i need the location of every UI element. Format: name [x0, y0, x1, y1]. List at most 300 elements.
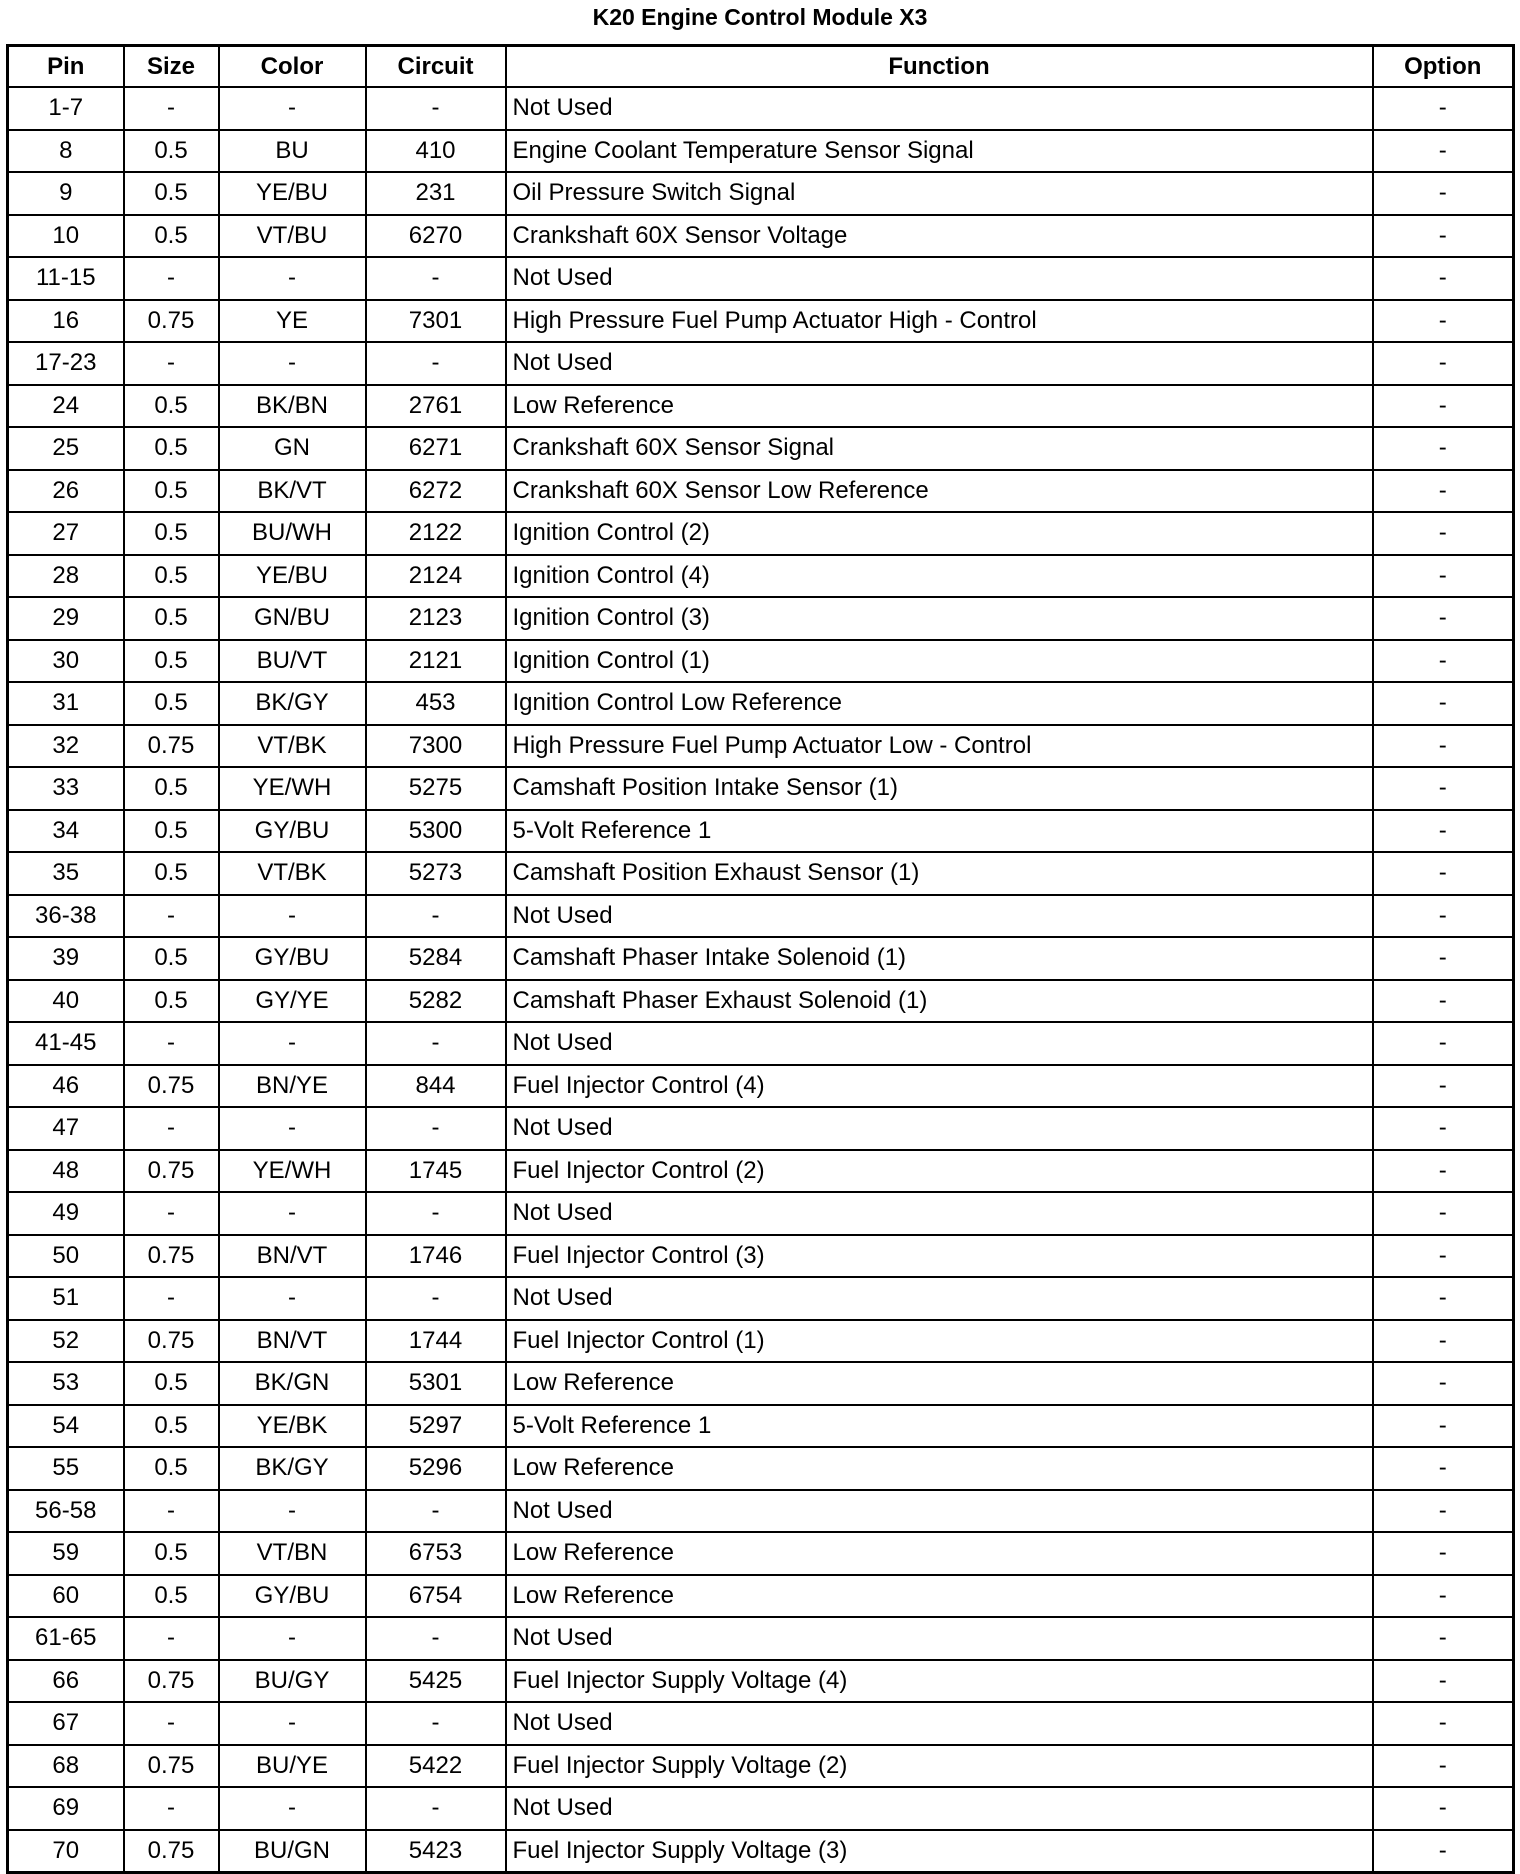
cell-option: - — [1373, 1660, 1514, 1703]
cell-circuit: 5296 — [366, 1447, 506, 1490]
cell-option: - — [1373, 725, 1514, 768]
header-circuit: Circuit — [366, 46, 506, 88]
cell-option: - — [1373, 1702, 1514, 1745]
cell-circuit: - — [366, 1107, 506, 1150]
cell-color: - — [219, 895, 366, 938]
cell-option: - — [1373, 767, 1514, 810]
table-row — [8, 87, 1514, 130]
cell-size: 0.5 — [124, 597, 219, 640]
table-row — [8, 1065, 1514, 1108]
cell-pin: 26 — [8, 470, 124, 513]
cell-color: GY/BU — [219, 937, 366, 980]
cell-option: - — [1373, 87, 1514, 130]
table-row — [8, 725, 1514, 768]
cell-pin: 69 — [8, 1787, 124, 1830]
cell-color: VT/BK — [219, 852, 366, 895]
table-row — [8, 300, 1514, 343]
cell-function: Camshaft Position Exhaust Sensor (1) — [506, 852, 1373, 895]
cell-circuit: 7301 — [366, 300, 506, 343]
cell-function: Low Reference — [506, 1532, 1373, 1575]
cell-size: 0.75 — [124, 1065, 219, 1108]
cell-size: 0.75 — [124, 725, 219, 768]
cell-circuit: 2124 — [366, 555, 506, 598]
cell-pin: 31 — [8, 682, 124, 725]
cell-pin: 25 — [8, 427, 124, 470]
cell-circuit: 5422 — [366, 1745, 506, 1788]
cell-circuit: 844 — [366, 1065, 506, 1108]
table-row — [8, 1022, 1514, 1065]
cell-size: - — [124, 1490, 219, 1533]
cell-size: - — [124, 1702, 219, 1745]
cell-option: - — [1373, 682, 1514, 725]
cell-option: - — [1373, 1532, 1514, 1575]
cell-option: - — [1373, 1447, 1514, 1490]
cell-color: BU — [219, 130, 366, 173]
cell-option: - — [1373, 1065, 1514, 1108]
cell-function: Ignition Control (3) — [506, 597, 1373, 640]
cell-pin: 39 — [8, 937, 124, 980]
cell-option: - — [1373, 937, 1514, 980]
table-row — [8, 810, 1514, 853]
cell-option: - — [1373, 342, 1514, 385]
cell-pin: 35 — [8, 852, 124, 895]
cell-color: - — [219, 342, 366, 385]
cell-option: - — [1373, 1745, 1514, 1788]
cell-pin: 9 — [8, 172, 124, 215]
cell-pin: 17-23 — [8, 342, 124, 385]
cell-option: - — [1373, 810, 1514, 853]
header-color: Color — [219, 46, 366, 88]
cell-pin: 70 — [8, 1830, 124, 1873]
cell-color: VT/BU — [219, 215, 366, 258]
table-row — [8, 1150, 1514, 1193]
cell-function: Oil Pressure Switch Signal — [506, 172, 1373, 215]
cell-function: 5-Volt Reference 1 — [506, 1405, 1373, 1448]
cell-color: GY/YE — [219, 980, 366, 1023]
cell-option: - — [1373, 1192, 1514, 1235]
table-row — [8, 130, 1514, 173]
table-row — [8, 257, 1514, 300]
cell-color: BU/WH — [219, 512, 366, 555]
cell-color: YE/WH — [219, 1150, 366, 1193]
table-row — [8, 980, 1514, 1023]
cell-color: YE — [219, 300, 366, 343]
cell-pin: 16 — [8, 300, 124, 343]
cell-color: BK/BN — [219, 385, 366, 428]
cell-option: - — [1373, 597, 1514, 640]
cell-pin: 50 — [8, 1235, 124, 1278]
cell-size: 0.5 — [124, 767, 219, 810]
cell-color: YE/BK — [219, 1405, 366, 1448]
cell-circuit: - — [366, 1277, 506, 1320]
cell-circuit: 5284 — [366, 937, 506, 980]
cell-option: - — [1373, 300, 1514, 343]
cell-pin: 51 — [8, 1277, 124, 1320]
cell-function: Camshaft Phaser Intake Solenoid (1) — [506, 937, 1373, 980]
cell-size: 0.5 — [124, 427, 219, 470]
cell-option: - — [1373, 470, 1514, 513]
table-row — [8, 555, 1514, 598]
cell-size: 0.5 — [124, 470, 219, 513]
cell-function: Ignition Control (1) — [506, 640, 1373, 683]
cell-pin: 40 — [8, 980, 124, 1023]
cell-circuit: 6271 — [366, 427, 506, 470]
cell-pin: 1-7 — [8, 87, 124, 130]
cell-option: - — [1373, 130, 1514, 173]
cell-circuit: 6272 — [366, 470, 506, 513]
cell-option: - — [1373, 1022, 1514, 1065]
cell-size: - — [124, 87, 219, 130]
cell-function: Not Used — [506, 1022, 1373, 1065]
cell-function: Not Used — [506, 895, 1373, 938]
cell-size: 0.5 — [124, 385, 219, 428]
cell-size: 0.5 — [124, 215, 219, 258]
cell-function: Not Used — [506, 1787, 1373, 1830]
cell-color: BU/GN — [219, 1830, 366, 1873]
cell-option: - — [1373, 1150, 1514, 1193]
cell-pin: 34 — [8, 810, 124, 853]
cell-option: - — [1373, 172, 1514, 215]
header-pin: Pin — [8, 46, 124, 88]
cell-circuit: 5297 — [366, 1405, 506, 1448]
cell-pin: 67 — [8, 1702, 124, 1745]
cell-function: Not Used — [506, 87, 1373, 130]
cell-function: Crankshaft 60X Sensor Voltage — [506, 215, 1373, 258]
cell-function: Fuel Injector Supply Voltage (2) — [506, 1745, 1373, 1788]
table-row — [8, 1617, 1514, 1660]
cell-circuit: 2123 — [366, 597, 506, 640]
cell-size: 0.5 — [124, 852, 219, 895]
table-row — [8, 1490, 1514, 1533]
cell-function: Not Used — [506, 257, 1373, 300]
cell-circuit: - — [366, 1787, 506, 1830]
cell-option: - — [1373, 1490, 1514, 1533]
cell-color: BN/VT — [219, 1235, 366, 1278]
table-row — [8, 1702, 1514, 1745]
cell-size: - — [124, 342, 219, 385]
cell-pin: 60 — [8, 1575, 124, 1618]
cell-pin: 54 — [8, 1405, 124, 1448]
table-row — [8, 682, 1514, 725]
cell-size: 0.75 — [124, 1320, 219, 1363]
cell-color: BU/VT — [219, 640, 366, 683]
cell-function: Crankshaft 60X Sensor Signal — [506, 427, 1373, 470]
cell-option: - — [1373, 895, 1514, 938]
cell-function: Ignition Control Low Reference — [506, 682, 1373, 725]
cell-pin: 29 — [8, 597, 124, 640]
cell-circuit: 5301 — [366, 1362, 506, 1405]
cell-size: 0.5 — [124, 1447, 219, 1490]
table-title: K20 Engine Control Module X3 — [592, 4, 928, 30]
cell-option: - — [1373, 215, 1514, 258]
cell-function: Not Used — [506, 1277, 1373, 1320]
table-row — [8, 470, 1514, 513]
table-row — [8, 342, 1514, 385]
table-row — [8, 640, 1514, 683]
cell-function: Not Used — [506, 1702, 1373, 1745]
cell-circuit: 5273 — [366, 852, 506, 895]
cell-circuit: 1746 — [366, 1235, 506, 1278]
header-function: Function — [506, 46, 1373, 88]
cell-circuit: - — [366, 87, 506, 130]
cell-circuit: 2761 — [366, 385, 506, 428]
cell-color: BK/GN — [219, 1362, 366, 1405]
cell-circuit: 7300 — [366, 725, 506, 768]
cell-size: 0.5 — [124, 1532, 219, 1575]
cell-size: 0.75 — [124, 1150, 219, 1193]
table-row — [8, 1830, 1514, 1873]
cell-circuit: 1745 — [366, 1150, 506, 1193]
cell-color: - — [219, 1490, 366, 1533]
table-body — [8, 87, 1514, 1873]
cell-color: VT/BK — [219, 725, 366, 768]
cell-function: Fuel Injector Supply Voltage (3) — [506, 1830, 1373, 1873]
cell-circuit: 2121 — [366, 640, 506, 683]
cell-function: Not Used — [506, 1617, 1373, 1660]
table-row — [8, 1320, 1514, 1363]
table-row — [8, 1235, 1514, 1278]
cell-color: YE/WH — [219, 767, 366, 810]
cell-color: BN/VT — [219, 1320, 366, 1363]
cell-option: - — [1373, 512, 1514, 555]
cell-option: - — [1373, 1830, 1514, 1873]
cell-function: Fuel Injector Control (3) — [506, 1235, 1373, 1278]
cell-color: GY/BU — [219, 810, 366, 853]
cell-size: 0.75 — [124, 1660, 219, 1703]
cell-color: GN/BU — [219, 597, 366, 640]
cell-pin: 36-38 — [8, 895, 124, 938]
cell-circuit: 231 — [366, 172, 506, 215]
cell-size: 0.75 — [124, 300, 219, 343]
cell-circuit: 2122 — [366, 512, 506, 555]
cell-function: Low Reference — [506, 1447, 1373, 1490]
cell-circuit: - — [366, 257, 506, 300]
cell-circuit: - — [366, 895, 506, 938]
cell-size: 0.5 — [124, 810, 219, 853]
cell-size: - — [124, 895, 219, 938]
cell-option: - — [1373, 980, 1514, 1023]
cell-circuit: - — [366, 1192, 506, 1235]
table-row — [8, 215, 1514, 258]
table-row — [8, 895, 1514, 938]
cell-pin: 41-45 — [8, 1022, 124, 1065]
cell-option: - — [1373, 1575, 1514, 1618]
cell-size: 0.5 — [124, 1362, 219, 1405]
table-row — [8, 852, 1514, 895]
cell-option: - — [1373, 385, 1514, 428]
cell-size: 0.75 — [124, 1745, 219, 1788]
cell-circuit: 5423 — [366, 1830, 506, 1873]
cell-function: Fuel Injector Supply Voltage (4) — [506, 1660, 1373, 1703]
cell-color: - — [219, 87, 366, 130]
cell-pin: 24 — [8, 385, 124, 428]
cell-color: - — [219, 1022, 366, 1065]
cell-circuit: 5275 — [366, 767, 506, 810]
cell-size: - — [124, 257, 219, 300]
cell-size: 0.5 — [124, 640, 219, 683]
cell-function: Not Used — [506, 1192, 1373, 1235]
cell-circuit: 6753 — [366, 1532, 506, 1575]
cell-size: 0.5 — [124, 512, 219, 555]
cell-option: - — [1373, 640, 1514, 683]
cell-option: - — [1373, 1277, 1514, 1320]
cell-size: - — [124, 1107, 219, 1150]
cell-circuit: 6754 — [366, 1575, 506, 1618]
cell-option: - — [1373, 1362, 1514, 1405]
cell-color: GY/BU — [219, 1575, 366, 1618]
cell-circuit: - — [366, 1022, 506, 1065]
cell-size: 0.75 — [124, 1235, 219, 1278]
cell-function: Crankshaft 60X Sensor Low Reference — [506, 470, 1373, 513]
cell-function: Camshaft Position Intake Sensor (1) — [506, 767, 1373, 810]
table-row — [8, 512, 1514, 555]
cell-function: Low Reference — [506, 1575, 1373, 1618]
cell-option: - — [1373, 1405, 1514, 1448]
table-row — [8, 597, 1514, 640]
table-row — [8, 1107, 1514, 1150]
cell-size: 0.5 — [124, 682, 219, 725]
cell-circuit: 5282 — [366, 980, 506, 1023]
cell-pin: 11-15 — [8, 257, 124, 300]
cell-pin: 56-58 — [8, 1490, 124, 1533]
cell-color: - — [219, 1107, 366, 1150]
cell-function: Fuel Injector Control (2) — [506, 1150, 1373, 1193]
cell-pin: 61-65 — [8, 1617, 124, 1660]
cell-pin: 59 — [8, 1532, 124, 1575]
cell-pin: 8 — [8, 130, 124, 173]
table-row — [8, 1192, 1514, 1235]
header-size: Size — [124, 46, 219, 88]
cell-pin: 27 — [8, 512, 124, 555]
cell-size: - — [124, 1277, 219, 1320]
cell-size: - — [124, 1022, 219, 1065]
cell-size: 0.5 — [124, 1405, 219, 1448]
cell-color: BU/YE — [219, 1745, 366, 1788]
table-row — [8, 1277, 1514, 1320]
cell-size: - — [124, 1787, 219, 1830]
table-row — [8, 1405, 1514, 1448]
cell-function: Fuel Injector Control (4) — [506, 1065, 1373, 1108]
table-header — [8, 46, 1514, 88]
cell-circuit: 1744 — [366, 1320, 506, 1363]
cell-size: 0.75 — [124, 1830, 219, 1873]
cell-color: - — [219, 1702, 366, 1745]
cell-function: Not Used — [506, 1107, 1373, 1150]
cell-color: GN — [219, 427, 366, 470]
cell-size: - — [124, 1617, 219, 1660]
cell-function: Low Reference — [506, 385, 1373, 428]
cell-size: 0.5 — [124, 1575, 219, 1618]
cell-pin: 28 — [8, 555, 124, 598]
cell-function: Camshaft Phaser Exhaust Solenoid (1) — [506, 980, 1373, 1023]
cell-function: Low Reference — [506, 1362, 1373, 1405]
cell-circuit: - — [366, 1617, 506, 1660]
cell-function: Engine Coolant Temperature Sensor Signal — [506, 130, 1373, 173]
cell-circuit: 6270 — [366, 215, 506, 258]
cell-pin: 52 — [8, 1320, 124, 1363]
cell-pin: 55 — [8, 1447, 124, 1490]
cell-color: - — [219, 1617, 366, 1660]
cell-pin: 47 — [8, 1107, 124, 1150]
cell-size: 0.5 — [124, 172, 219, 215]
table-row — [8, 1447, 1514, 1490]
cell-function: Not Used — [506, 1490, 1373, 1533]
cell-function: Not Used — [506, 342, 1373, 385]
cell-circuit: 453 — [366, 682, 506, 725]
cell-pin: 48 — [8, 1150, 124, 1193]
cell-pin: 53 — [8, 1362, 124, 1405]
table-row — [8, 1745, 1514, 1788]
cell-size: 0.5 — [124, 555, 219, 598]
cell-pin: 46 — [8, 1065, 124, 1108]
cell-color: - — [219, 1277, 366, 1320]
cell-pin: 49 — [8, 1192, 124, 1235]
cell-color: BK/GY — [219, 682, 366, 725]
table-row — [8, 172, 1514, 215]
header-option: Option — [1373, 46, 1514, 88]
header-row — [8, 46, 1514, 88]
cell-option: - — [1373, 555, 1514, 598]
cell-circuit: - — [366, 1702, 506, 1745]
cell-color: YE/BU — [219, 555, 366, 598]
cell-function: 5-Volt Reference 1 — [506, 810, 1373, 853]
cell-circuit: - — [366, 342, 506, 385]
cell-color: BN/YE — [219, 1065, 366, 1108]
cell-pin: 30 — [8, 640, 124, 683]
cell-pin: 66 — [8, 1660, 124, 1703]
table-row — [8, 1660, 1514, 1703]
cell-size: 0.5 — [124, 937, 219, 980]
cell-circuit: - — [366, 1490, 506, 1533]
cell-option: - — [1373, 852, 1514, 895]
table-row — [8, 1532, 1514, 1575]
table-row — [8, 937, 1514, 980]
cell-pin: 33 — [8, 767, 124, 810]
table-row — [8, 1787, 1514, 1830]
cell-option: - — [1373, 1617, 1514, 1660]
cell-function: Ignition Control (4) — [506, 555, 1373, 598]
cell-function: Fuel Injector Control (1) — [506, 1320, 1373, 1363]
cell-circuit: 5300 — [366, 810, 506, 853]
cell-color: BK/VT — [219, 470, 366, 513]
cell-pin: 32 — [8, 725, 124, 768]
table-row — [8, 1575, 1514, 1618]
cell-function: High Pressure Fuel Pump Actuator Low - Control — [506, 725, 1373, 768]
cell-function: Ignition Control (2) — [506, 512, 1373, 555]
cell-circuit: 410 — [366, 130, 506, 173]
cell-option: - — [1373, 257, 1514, 300]
cell-pin: 68 — [8, 1745, 124, 1788]
cell-option: - — [1373, 1107, 1514, 1150]
cell-color: - — [219, 257, 366, 300]
cell-size: 0.5 — [124, 130, 219, 173]
cell-option: - — [1373, 1787, 1514, 1830]
cell-size: 0.5 — [124, 980, 219, 1023]
cell-option: - — [1373, 1235, 1514, 1278]
table-row — [8, 767, 1514, 810]
cell-option: - — [1373, 1320, 1514, 1363]
table-row — [8, 1362, 1514, 1405]
cell-color: - — [219, 1787, 366, 1830]
cell-color: YE/BU — [219, 172, 366, 215]
cell-pin: 10 — [8, 215, 124, 258]
cell-color: VT/BN — [219, 1532, 366, 1575]
table-row — [8, 385, 1514, 428]
table-row — [8, 427, 1514, 470]
cell-option: - — [1373, 427, 1514, 470]
cell-color: BK/GY — [219, 1447, 366, 1490]
pinout-table — [6, 44, 1515, 1874]
